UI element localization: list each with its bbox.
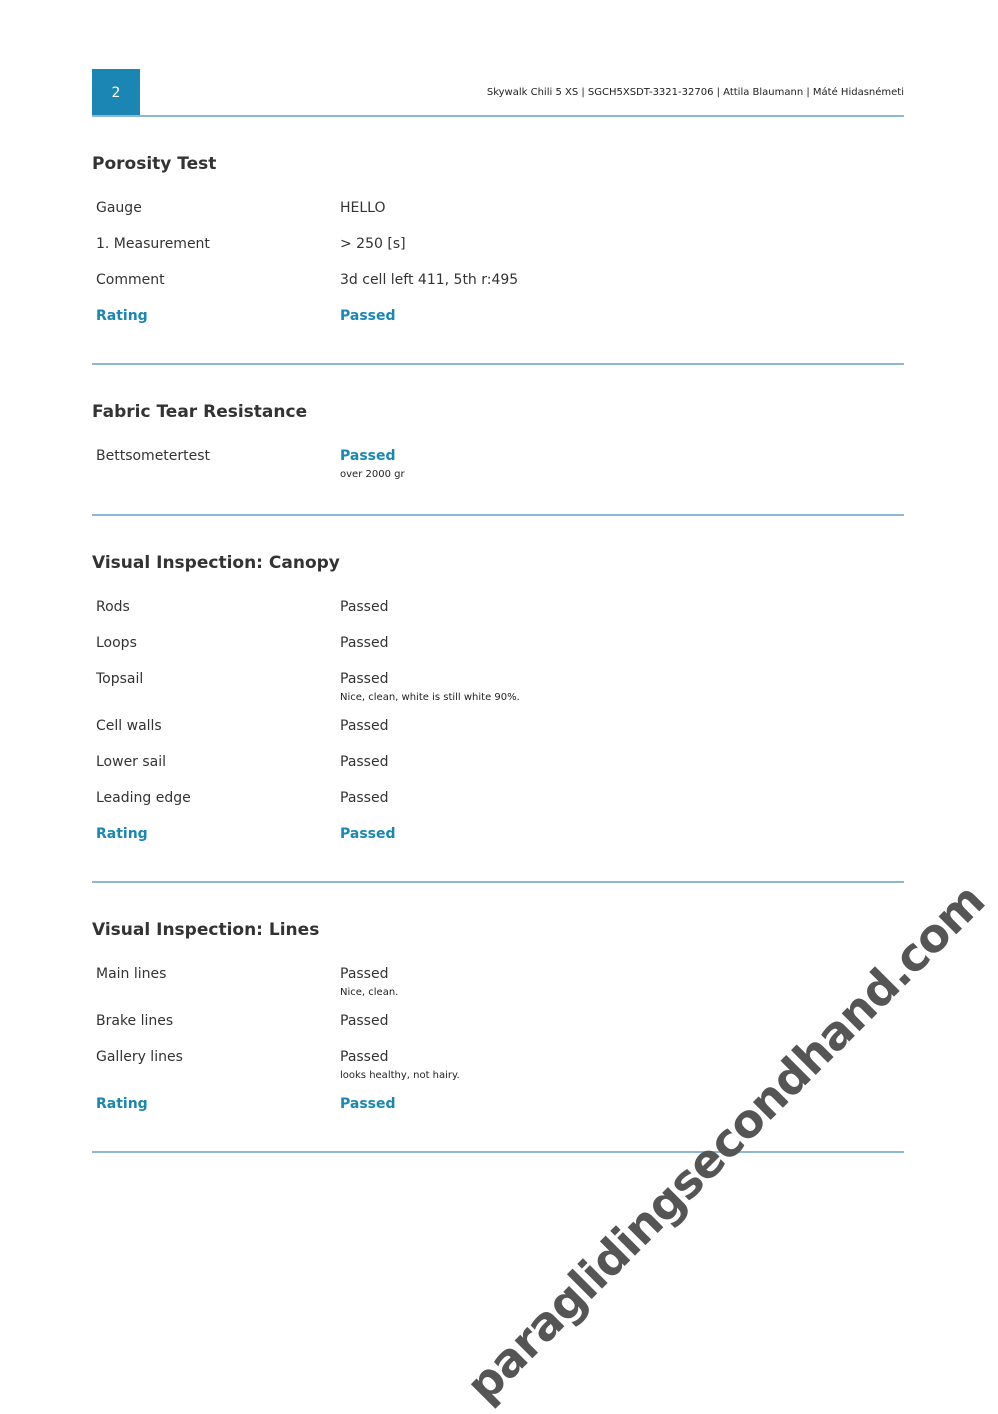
- rating-label: Rating: [96, 308, 148, 324]
- row-value: HELLO: [340, 200, 386, 216]
- report-content: [92, 117, 904, 1153]
- row-value: Passed: [340, 754, 389, 770]
- row-note: looks healthy, not hairy.: [340, 1070, 460, 1081]
- row-value: Passed: [340, 635, 389, 651]
- row-label: Leading edge: [96, 790, 191, 806]
- row-note: Nice, clean.: [340, 987, 399, 998]
- row-label: 1. Measurement: [96, 236, 210, 252]
- rating-value: Passed: [340, 308, 396, 324]
- row-value: Passed: [340, 1049, 389, 1065]
- document-header-meta: Skywalk Chili 5 XS | SGCH5XSDT-3321-32706 | Attila Blaumann | Máté Hidasnémeti: [486, 87, 904, 98]
- row-label: Rods: [96, 599, 130, 615]
- rating-label: Rating: [96, 1096, 148, 1112]
- section-title: Porosity Test: [92, 154, 217, 174]
- rating-value: Passed: [340, 826, 396, 842]
- row-label: Lower sail: [96, 754, 167, 770]
- section-title: Visual Inspection: Canopy: [92, 553, 340, 573]
- row-comment: [92, 271, 904, 307]
- section-visual-inspection-canopy: [92, 516, 904, 883]
- row-rating: [92, 825, 904, 861]
- row-value: Passed: [340, 1013, 389, 1029]
- row-leading-edge: [92, 789, 904, 825]
- row-lower-sail: [92, 753, 904, 789]
- row-gauge: [92, 199, 904, 235]
- row-label: Bettsometertest: [96, 448, 211, 464]
- row-value: > 250 [s]: [340, 236, 406, 252]
- row-value: Passed: [340, 448, 396, 464]
- row-label: Loops: [96, 635, 137, 651]
- row-brake-lines: [92, 1012, 904, 1048]
- row-rating: [92, 307, 904, 343]
- row-label: Main lines: [96, 966, 167, 982]
- section-title: Visual Inspection: Lines: [92, 920, 320, 940]
- row-note: over 2000 gr: [340, 469, 405, 480]
- row-rods: [92, 598, 904, 634]
- row-label: Topsail: [96, 671, 144, 687]
- rating-label: Rating: [96, 826, 148, 842]
- section-porosity-test: [92, 117, 904, 365]
- rating-value: Passed: [340, 1096, 396, 1112]
- row-label: Comment: [96, 272, 165, 288]
- row-label: Brake lines: [96, 1013, 174, 1029]
- row-label: Cell walls: [96, 718, 162, 734]
- section-title: Fabric Tear Resistance: [92, 402, 308, 422]
- row-value: Passed: [340, 790, 389, 806]
- row-value: Passed: [340, 718, 389, 734]
- row-note: Nice, clean, white is still white 90%.: [340, 692, 520, 703]
- row-value: Passed: [340, 671, 389, 687]
- row-loops: [92, 634, 904, 670]
- row-value: Passed: [340, 966, 389, 982]
- row-value: Passed: [340, 599, 389, 615]
- watermark-text: paraglidingsecondhand.com: [455, 873, 995, 1413]
- row-cell-walls: [92, 717, 904, 753]
- section-fabric-tear-resistance: [92, 365, 904, 516]
- page-number-badge: 2: [92, 69, 140, 117]
- row-value: 3d cell left 411, 5th r:495: [340, 272, 519, 288]
- row-label: Gallery lines: [96, 1049, 183, 1065]
- row-label: Gauge: [96, 200, 142, 216]
- row-measurement: [92, 235, 904, 271]
